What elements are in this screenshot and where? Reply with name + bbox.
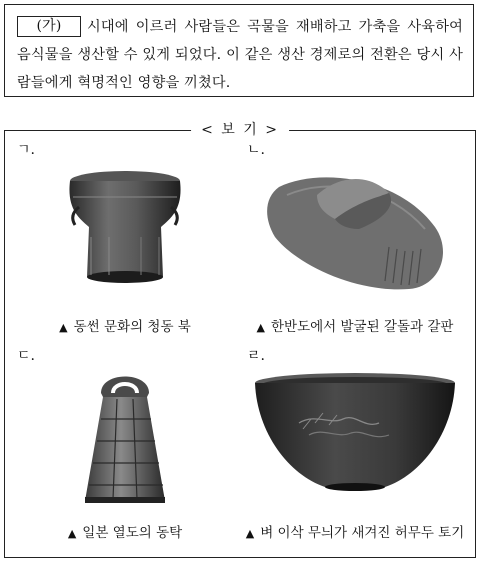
triangle-icon: ▲ [67, 527, 77, 540]
triangle-icon: ▲ [59, 321, 68, 334]
item-caption: ▲ 벼 이삭 무늬가 새겨진 허무두 토기 [245, 525, 465, 541]
grinding-stone-photo [239, 157, 471, 307]
blank-box: (가) [17, 16, 81, 37]
item-caption: ▲ 일본 열도의 동탁 [67, 525, 183, 541]
item-caption: ▲ 동썬 문화의 청동 북 [59, 319, 191, 335]
triangle-icon: ▲ [256, 321, 266, 334]
item-caption: ▲ 한반도에서 발굴된 갈돌과 갈판 [256, 319, 454, 335]
erlitou-pottery-photo [239, 363, 471, 513]
dotaku-bell-photo [9, 363, 241, 513]
passage-text: 시대에 이르러 사람들은 곡물을 재배하고 가축을 사육하여 음식물을 생산할 수 있게 되었다. 이 같은 생산 경제로의 전환은 당시 사람들에게 혁명적인 영향을 끼쳤다. [17, 19, 463, 91]
bogi-item-a [9, 137, 241, 347]
item-mark: ㄷ. [17, 348, 35, 364]
bogi-box [4, 122, 476, 558]
triangle-icon: ▲ [245, 527, 255, 540]
item-mark: ㄱ. [17, 142, 35, 158]
bogi-title: < 보 기 > [191, 121, 289, 139]
item-mark: ㄴ. [247, 142, 265, 158]
bogi-item-c [9, 343, 241, 553]
bogi-item-d [239, 343, 471, 553]
item-mark: ㄹ. [247, 348, 265, 364]
bogi-item-b [239, 137, 471, 347]
bronze-drum-photo [9, 157, 241, 307]
passage-box [4, 4, 474, 97]
